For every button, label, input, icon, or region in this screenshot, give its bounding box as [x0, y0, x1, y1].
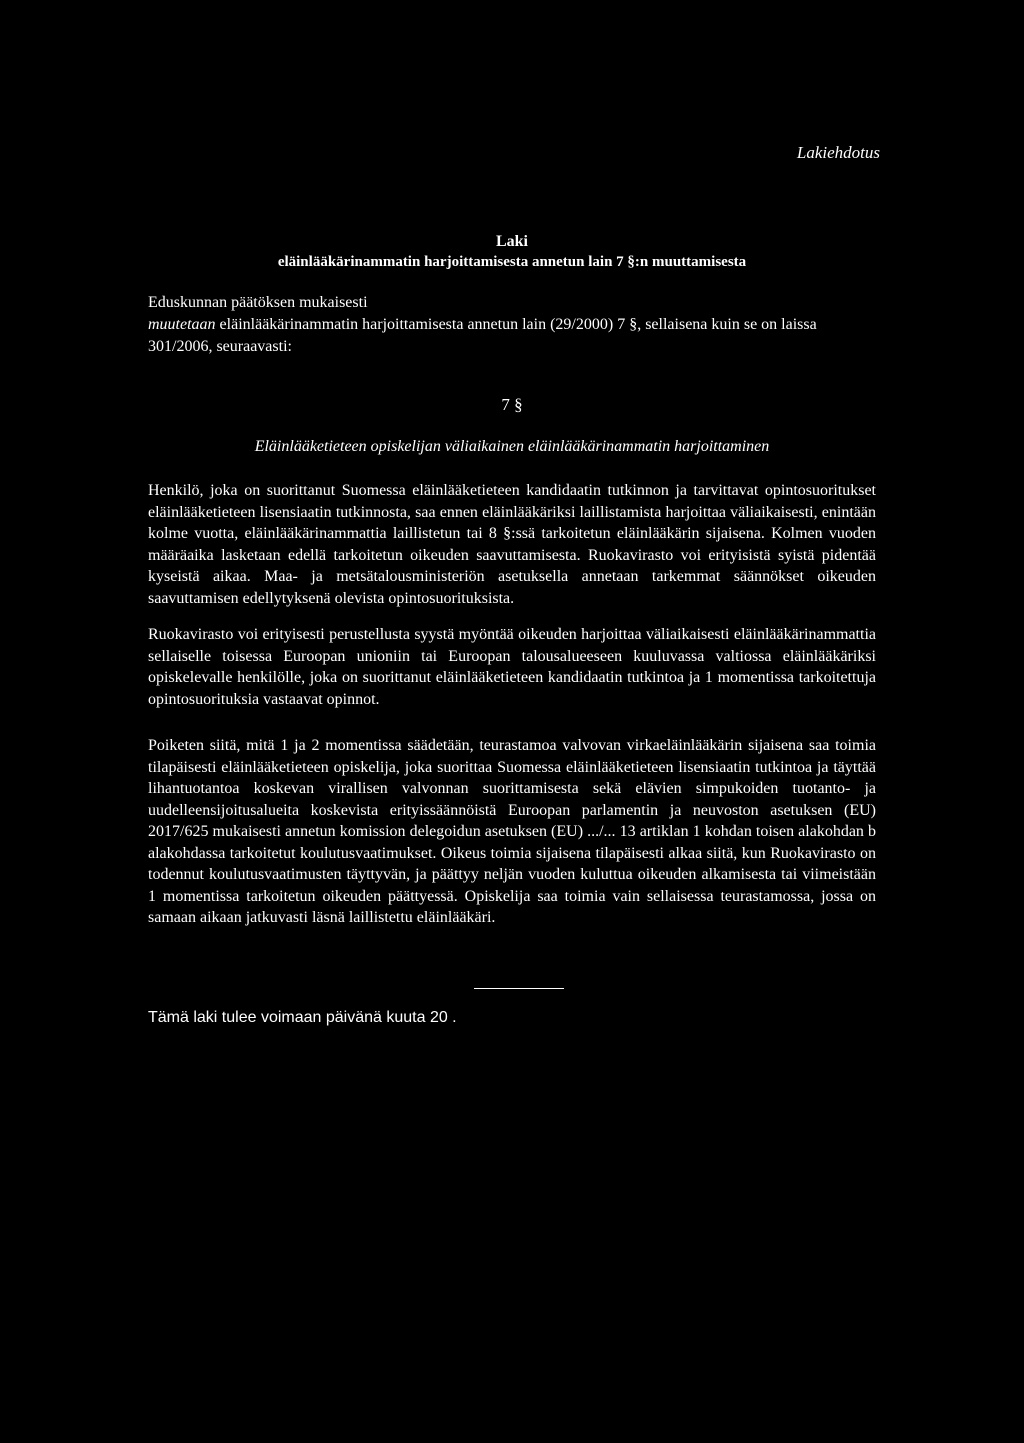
preamble-text [148, 314, 876, 358]
section-title: Eläinlääketieteen opiskelijan väliaikainen eläinlääkärinammatin harjoittaminen [254, 438, 770, 455]
paragraph-1: Henkilö, joka on suorittanut Suomessa eläinlääketieteen kandidaatin tutkinnon ja tarvittavat opintosuoritukset eläinlääketieteen lisensiaatin tutkinnosta, saa ennen eläinlääkäriksi laillistamista harjoittaa väliaikaisesti, enintään kolme vuotta, eläinlääkärinammattia laillistetun tai 8 §:ssä tarkoitetun eläinlääkärin sijaisena. Kolmen vuoden määräaika lasketaan edellä tarkoitetun oikeuden saavuttamisesta. Ruokavirasto voi erityisistä syistä pidentää kyseistä aikaa. Maa- ja metsätalousministeriön asetuksella annetaan tarkemmat säännökset oikeuden saavuttamisen edellytyksenä olevista opintosuorituksista. [148, 482, 876, 607]
law-title-block [148, 232, 876, 272]
paragraph-3: Poiketen siitä, mitä 1 ja 2 momentissa säädetään, teurastamoa valvovan virkaeläinlääkärin sijaisena saa toimia tilapäisesti eläinlääketieteen opiskelija, joka suorittaa Suomessa eläinlääketieteen lisensiaatin tutkintoa ja täyttää lihantuotantoa koskevan virallisen valvonnan suorittamisesta sekä elävien simpukoiden tuotanto- ja uudelleensijoitusalueita koskevista erityissäännöistä Euroopan parlamentin ja neuvoston asetuksen (EU) 2017/625 mukaisesti annetun komission delegoidun asetuksen (EU) .../... 13 artiklan 1 kohdan toisen alakohdan b alakohdassa tarkoitetut koulutusvaatimukset. Oikeus toimia sijaisena tilapäisesti alkaa siitä, kun Ruokavirasto on todennut koulutusvaatimusten täyttyvän, ja päättyy neljän vuoden kuluttua oikeuden alkamisesta tai viimeistään 1 momentissa tarkoitetun oikeuden päättyessä. Opiskelija saa toimia vain sellaisessa teurastamossa, jossa on samaan aikaan jatkuvasti läsnä laillistettu eläinlääkäri. [148, 737, 876, 926]
enactment-preamble [148, 292, 876, 358]
paragraph-2: Ruokavirasto voi erityisesti perustellusta syystä myöntää oikeuden harjoittaa väliaikaisesti eläinlääkärinammattia sellaiselle toisessa Euroopan unioniin tai Euroopan talousalueeseen kuuluvassa valtiossa eläinlääkäriksi opiskelevalle henkilölle, joka on suorittanut eläinlääketieteen kandidaatin tutkintoa ja 1 momentissa tarkoitettuja opintosuorituksia vastaavat opinnot. [148, 626, 876, 708]
document-type-label: Lakiehdotus [796, 143, 880, 162]
preamble-verb: muutetaan [148, 316, 216, 333]
preamble-line: Eduskunnan päätöksen mukaisesti [148, 294, 368, 311]
preamble-rest: eläinlääkärinammatin harjoittamisesta annetun lain (29/2000) 7 §, sellaisena kuin se on laissa 301/2006, seuraavasti: [148, 316, 817, 355]
law-subtitle: eläinlääkärinammatin harjoittamisesta annetun lain 7 §:n muuttamisesta [277, 254, 747, 270]
law-title: Laki [495, 233, 528, 250]
separator-rule [474, 988, 564, 989]
section-number: 7 § [501, 395, 523, 414]
entry-into-force-clause: Tämä laki tulee voimaan päivänä kuuta 20 . [148, 1009, 457, 1026]
